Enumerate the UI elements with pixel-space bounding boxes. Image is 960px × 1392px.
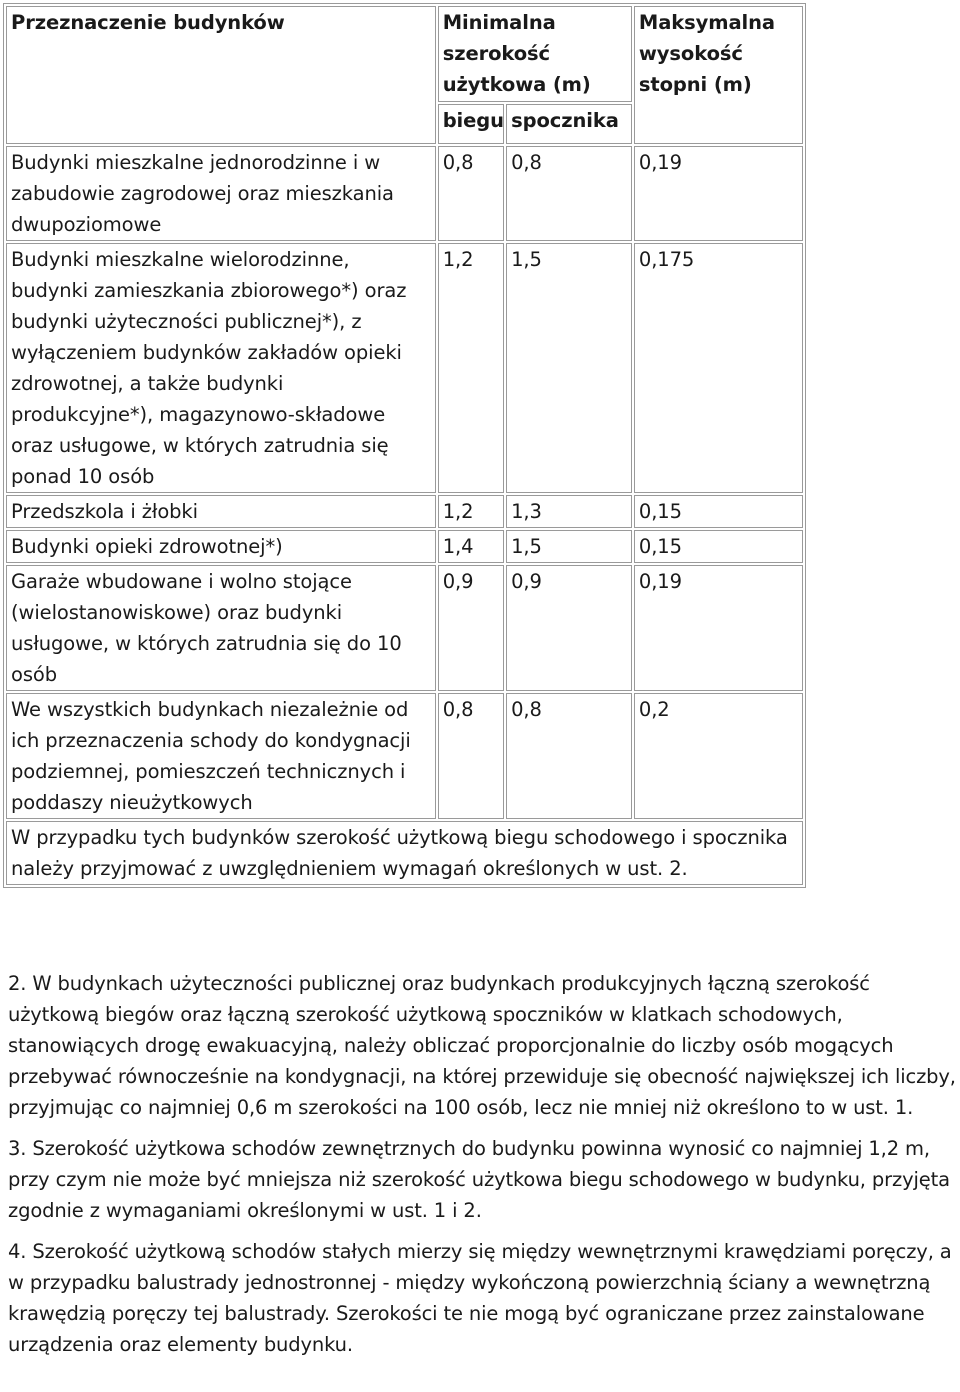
row-biegu: 1,2 xyxy=(438,243,504,493)
row-spocznika: 1,5 xyxy=(506,243,632,493)
row-label: Budynki mieszkalne jednorodzinne i w zabudowie zagrodowej oraz mieszkania dwupoziomowe xyxy=(6,146,436,241)
table-row xyxy=(6,146,803,241)
row-label: Budynki opieki zdrowotnej*) xyxy=(6,530,436,563)
table-row xyxy=(6,243,803,493)
row-spocznika: 0,8 xyxy=(506,693,632,819)
table-header-row xyxy=(6,6,803,102)
paragraph-2: 2. W budynkach użyteczności publicznej oraz budynkach produkcyjnych łączną szerokość użytkową biegów oraz łączną szerokość użytkową spoczników w klatkach schodowych, stanowiących drogę ewakuacyjną, należy obliczać proporcjonalnie do liczby osób mogących przebywać równocześnie na kondygnacji, na której przewiduje się obecność największej ich liczby, przyjmując co najmniej 0,6 m szerokości na 100 osób, lecz nie mniej niż określono to w ust. 1. xyxy=(8,972,956,1119)
table-row xyxy=(6,495,803,528)
row-spocznika: 0,8 xyxy=(506,146,632,241)
table-row xyxy=(6,565,803,691)
table-row xyxy=(6,693,803,819)
row-label: Budynki mieszkalne wielorodzinne, budynki zamieszkania zbiorowego*) oraz budynki użyteczności publicznej*), z wyłączeniem budynków zakładów opieki zdrowotnej, a także budynki produkcyjne*), magazynowo-składowe oraz usługowe, w których zatrudnia się ponad 10 osób xyxy=(6,243,436,493)
header-min-szerokosc: Minimalna szerokość użytkowa (m) xyxy=(438,6,632,102)
row-biegu: 0,8 xyxy=(438,146,504,241)
table-footnote-row xyxy=(6,821,803,885)
stairs-requirements-table xyxy=(3,3,806,888)
row-label: We wszystkich budynkach niezależnie od ich przeznaczenia schody do kondygnacji podziemnej, pomieszczeń technicznych i poddaszy nieużytkowych xyxy=(6,693,436,819)
row-stopnie: 0,15 xyxy=(634,495,803,528)
header-przeznaczenie: Przeznaczenie budynków xyxy=(6,6,436,144)
row-biegu: 0,8 xyxy=(438,693,504,819)
subheader-biegu: biegu xyxy=(438,104,504,144)
row-stopnie: 0,19 xyxy=(634,565,803,691)
paragraph-3: 3. Szerokość użytkowa schodów zewnętrznych do budynku powinna wynosić co najmniej 1,2 m, przy czym nie może być mniejsza niż szerokość użytkowa biegu schodowego w budynku, przyjęta zgodnie z wymaganiami określonymi w ust. 1 i 2. xyxy=(8,1137,950,1222)
row-label: Garaże wbudowane i wolno stojące (wielostanowiskowe) oraz budynki usługowe, w których zatrudnia się do 10 osób xyxy=(6,565,436,691)
row-stopnie: 0,15 xyxy=(634,530,803,563)
row-stopnie: 0,19 xyxy=(634,146,803,241)
row-stopnie: 0,2 xyxy=(634,693,803,819)
header-max-wysokosc: Maksymalna wysokość stopni (m) xyxy=(634,6,803,144)
row-stopnie: 0,175 xyxy=(634,243,803,493)
row-biegu: 1,2 xyxy=(438,495,504,528)
row-biegu: 1,4 xyxy=(438,530,504,563)
subheader-spocznika: spocznika xyxy=(506,104,632,144)
table-footnote: W przypadku tych budynków szerokość użytkową biegu schodowego i spocznika należy przyjmować z uwzględnieniem wymagań określonych w ust. 2. xyxy=(6,821,803,885)
body-paragraphs xyxy=(8,968,958,1370)
row-biegu: 0,9 xyxy=(438,565,504,691)
row-label: Przedszkola i żłobki xyxy=(6,495,436,528)
table-row xyxy=(6,530,803,563)
paragraph-4: 4. Szerokość użytkową schodów stałych mierzy się między wewnętrznymi krawędziami poręczy, a w przypadku balustrady jednostronnej - między wykończoną powierzchnią ściany a wewnętrzną krawędzią poręczy tej balustrady. Szerokości te nie mogą być ograniczane przez zainstalowane urządzenia oraz elementy budynku. xyxy=(8,1240,952,1356)
row-spocznika: 1,5 xyxy=(506,530,632,563)
row-spocznika: 1,3 xyxy=(506,495,632,528)
row-spocznika: 0,9 xyxy=(506,565,632,691)
